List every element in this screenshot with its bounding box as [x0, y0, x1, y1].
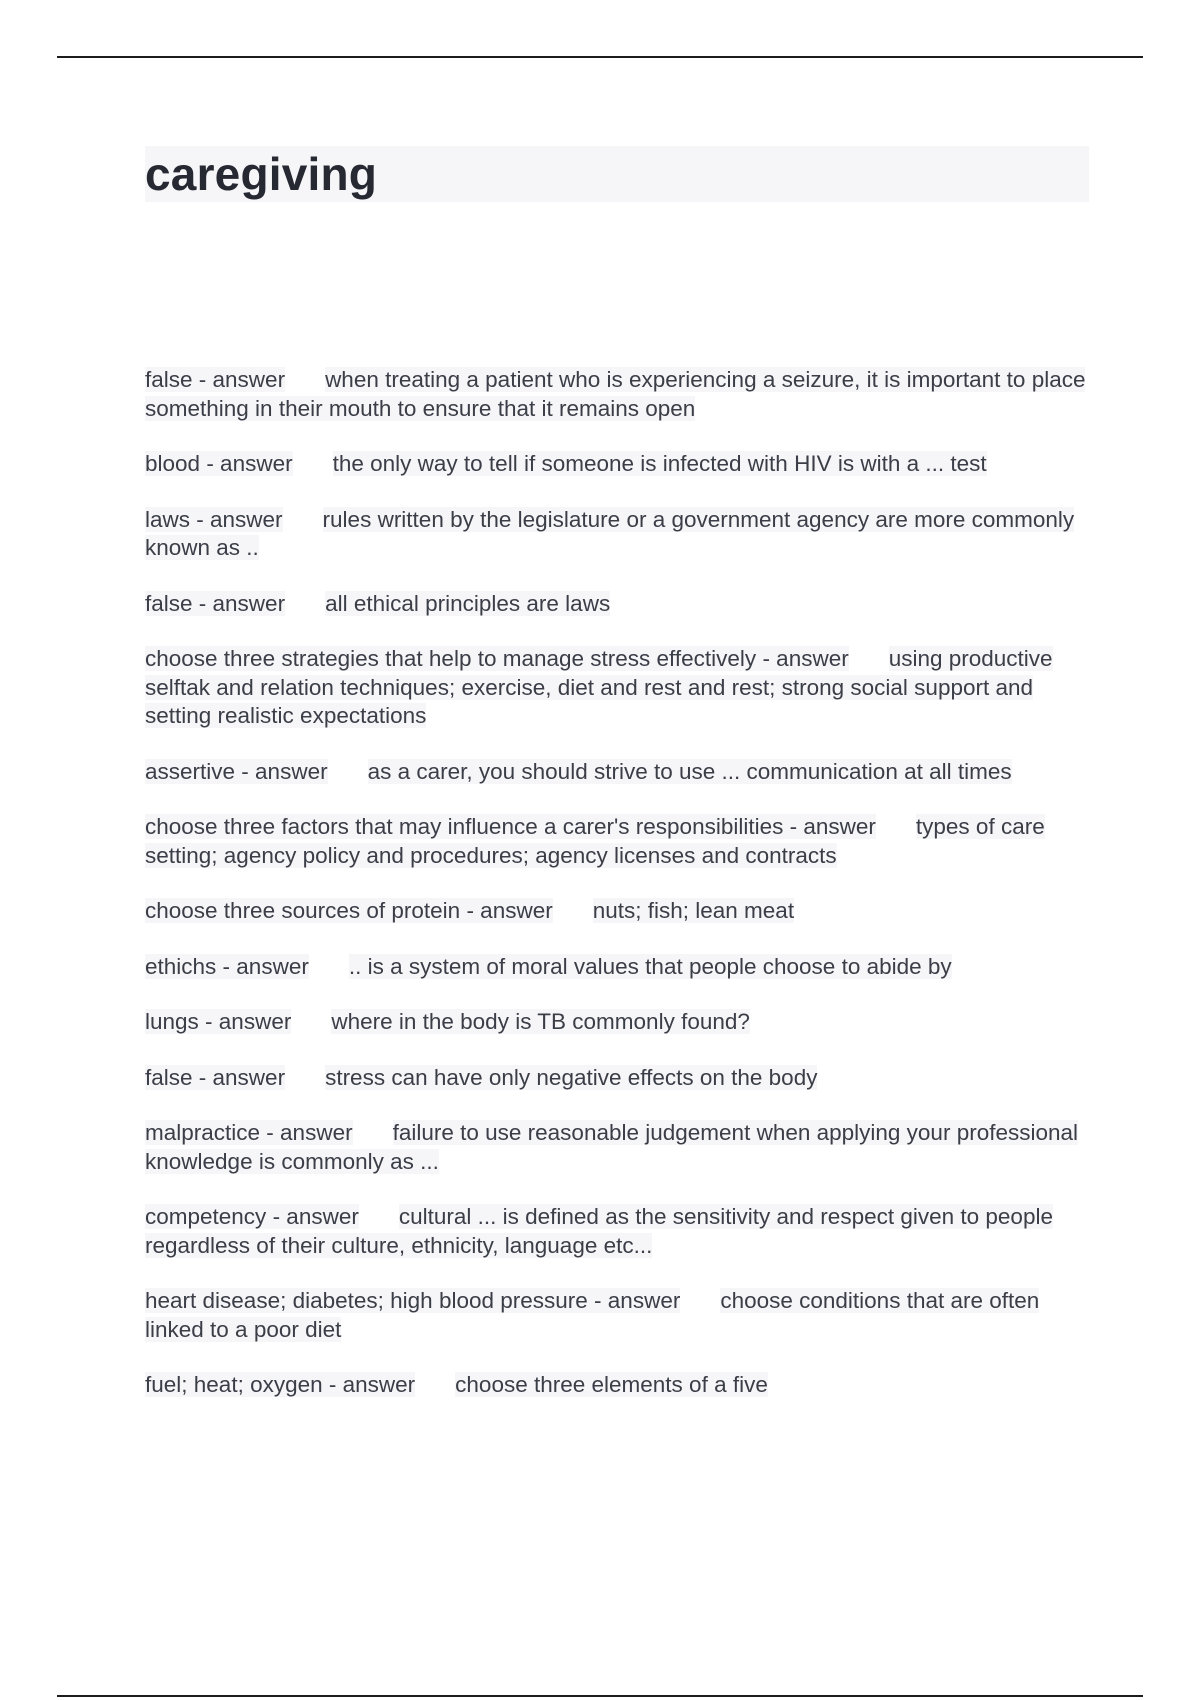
- card-answer-label: - answer: [587, 1288, 681, 1313]
- card-term: choose three sources of protein: [145, 898, 461, 923]
- card-answer-label: - answer: [192, 367, 286, 392]
- card-definition: where in the body is TB commonly found?: [331, 1009, 750, 1034]
- card-definition: .. is a system of moral values that people choose to abide by: [348, 953, 952, 979]
- card-term: ethichs: [145, 953, 217, 979]
- card-term: false: [145, 590, 193, 616]
- card-term: choose three strategies that help to manage stress effectively: [145, 646, 757, 671]
- flashcard-item: [145, 897, 1089, 926]
- card-definition: as a carer, you should strive to use ... communication at all times: [367, 758, 1012, 784]
- card-definition: choose three elements of a five: [455, 1372, 768, 1397]
- card-answer-label: - answer: [200, 451, 293, 476]
- card-answer-label: - answer: [192, 590, 286, 616]
- card-answer-label: - answer: [192, 1064, 286, 1090]
- flashcard-item: [145, 1119, 1089, 1176]
- card-definition: failure to use reasonable judgement when applying your professional knowledge is commonly as ...: [145, 1120, 1079, 1174]
- card-answer-label: - answer: [235, 758, 328, 784]
- card-term: heart disease; diabetes; high blood pressure: [145, 1288, 588, 1313]
- card-definition: types of care setting; agency policy and procedures; agency licenses and contracts: [145, 814, 1045, 868]
- flashcard-item: [145, 1008, 1089, 1037]
- card-definition: the only way to tell if someone is infected with HIV is with a ... test: [332, 451, 987, 476]
- card-term: lungs: [145, 1009, 199, 1034]
- flashcard-item: [145, 1371, 1089, 1400]
- card-term: false: [145, 367, 193, 392]
- flashcard-item: [145, 450, 1089, 479]
- card-term: assertive: [145, 758, 236, 784]
- card-answer-label: - answer: [756, 646, 849, 671]
- card-answer-label: - answer: [322, 1372, 416, 1397]
- flashcard-item: [145, 1287, 1089, 1344]
- card-term: competency: [145, 1204, 267, 1229]
- flashcard-item: [145, 953, 1089, 982]
- top-rule: [57, 56, 1143, 58]
- card-answer-label: - answer: [260, 1120, 353, 1145]
- card-answer-label: - answer: [266, 1204, 359, 1229]
- card-definition: nuts; fish; lean meat: [592, 898, 795, 923]
- flashcard-list: [145, 366, 1089, 1427]
- page-title: caregiving: [145, 148, 378, 200]
- flashcard-item: [145, 758, 1089, 787]
- card-answer-label: - answer: [783, 814, 876, 839]
- card-term: blood: [145, 451, 201, 476]
- card-answer-label: - answer: [460, 898, 553, 923]
- flashcard-item: [145, 1203, 1089, 1260]
- card-definition: rules written by the legislature or a government agency are more commonly known as ..: [145, 506, 1075, 560]
- card-definition: using productive selftak and relation techniques; exercise, diet and rest and rest; strong social support and setting realistic expectations: [145, 646, 1053, 728]
- card-term: fuel; heat; oxygen: [145, 1372, 323, 1397]
- card-definition: all ethical principles are laws: [325, 590, 611, 616]
- card-definition: stress can have only negative effects on the body: [325, 1064, 818, 1090]
- card-term: choose three factors that may influence a carer's responsibilities: [145, 814, 784, 839]
- card-definition: cultural ... is defined as the sensitivity and respect given to people regardless of their culture, ethnicity, language etc...: [145, 1204, 1053, 1258]
- card-term: malpractice: [145, 1120, 261, 1145]
- card-answer-label: - answer: [216, 953, 309, 979]
- card-answer-label: - answer: [190, 506, 283, 532]
- flashcard-item: [145, 506, 1089, 563]
- card-answer-label: - answer: [198, 1009, 292, 1034]
- flashcard-item: [145, 590, 1089, 619]
- flashcard-item: [145, 1064, 1089, 1093]
- card-definition: when treating a patient who is experiencing a seizure, it is important to place something in their mouth to ensure that it remains open: [145, 367, 1086, 421]
- flashcard-item: [145, 366, 1089, 423]
- card-term: laws: [145, 506, 191, 532]
- card-term: false: [145, 1064, 193, 1090]
- flashcard-item: [145, 645, 1089, 731]
- flashcard-item: [145, 813, 1089, 870]
- card-definition: choose conditions that are often linked to a poor diet: [145, 1288, 1040, 1342]
- bottom-rule: [57, 1695, 1143, 1697]
